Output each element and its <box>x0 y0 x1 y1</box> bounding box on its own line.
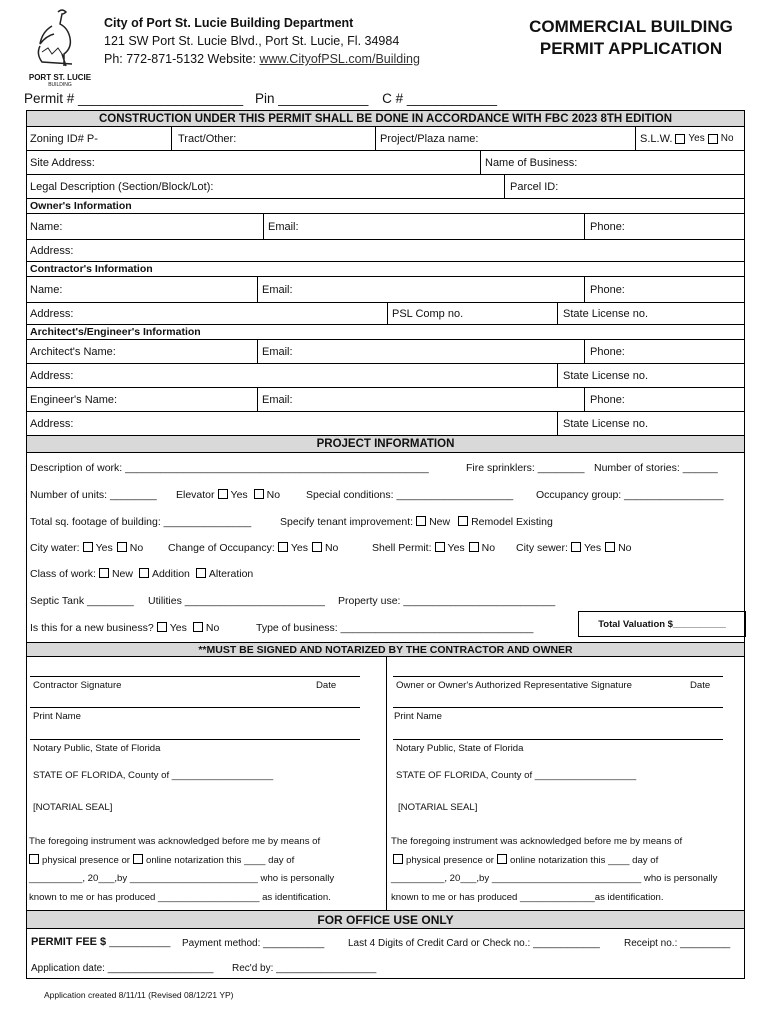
tenant-remodel-checkbox[interactable] <box>458 516 468 526</box>
contractor-date-label[interactable]: Date <box>316 680 337 691</box>
property-use-field[interactable]: Property use: __________________________ <box>338 595 556 607</box>
owner-header: Owner's Information <box>26 199 745 214</box>
fire-sprinklers-field[interactable]: Fire sprinklers: ________ <box>466 462 585 474</box>
engineer-name-row <box>26 388 745 412</box>
owner-address-row <box>26 240 745 262</box>
owner-print-name[interactable]: Print Name <box>394 711 442 722</box>
owner-presence-line: physical presence or online notarization this ____ day of <box>393 854 658 866</box>
contractor-notarial-seal: [NOTARIAL SEAL] <box>33 802 113 813</box>
change-occ-no-checkbox[interactable] <box>312 542 322 552</box>
special-conditions-field[interactable]: Special conditions: ____________________ <box>306 489 514 501</box>
contractor-name-field[interactable]: Name: <box>30 283 63 296</box>
architect-license-field[interactable]: State License no. <box>563 369 649 382</box>
city-water-field: City water: Yes No <box>30 542 144 554</box>
contractor-physical-checkbox[interactable] <box>29 854 39 864</box>
psl-comp-field[interactable]: PSL Comp no. <box>392 307 464 320</box>
architect-name-field[interactable]: Architect's Name: <box>30 345 116 358</box>
new-business-yes-checkbox[interactable] <box>157 622 167 632</box>
city-water-yes-checkbox[interactable] <box>83 542 93 552</box>
contractor-foregoing-text: The foregoing instrument was acknowledged before me by means of <box>29 836 321 847</box>
construction-bar: CONSTRUCTION UNDER THIS PERMIT SHALL BE DONE IN ACCORDANCE WITH FBC 2023 8TH EDITION <box>26 110 745 127</box>
owner-date-label[interactable]: Date <box>690 680 711 691</box>
contractor-license-field[interactable]: State License no. <box>563 307 649 320</box>
owner-signature-label[interactable]: Owner or Owner's Authorized Representative Signature <box>396 680 632 691</box>
business-name-field[interactable]: Name of Business: <box>485 156 578 169</box>
class-addition-checkbox[interactable] <box>139 568 149 578</box>
owner-county-field[interactable]: STATE OF FLORIDA, County of ___________________ <box>396 770 637 781</box>
owner-by-line[interactable]: __________, 20___,by ____________________________ who is personally <box>391 873 718 884</box>
engineer-phone-field[interactable]: Phone: <box>590 393 625 406</box>
legal-description-field[interactable]: Legal Description (Section/Block/Lot): <box>30 180 214 193</box>
contractor-header: Contractor's Information <box>26 262 745 277</box>
owner-email-field[interactable]: Email: <box>268 220 299 233</box>
city-logo <box>28 6 92 90</box>
title-line-2: PERMIT APPLICATION <box>539 39 723 58</box>
owner-foregoing-text: The foregoing instrument was acknowledged before me by means of <box>391 836 683 847</box>
engineer-address-field[interactable]: Address: <box>30 417 74 430</box>
architect-address-row <box>26 364 745 388</box>
owner-known-line[interactable]: known to me or has produced ______________as identification. <box>391 892 664 903</box>
class-new-checkbox[interactable] <box>99 568 109 578</box>
heron-logo-icon <box>28 6 92 70</box>
septic-tank-field[interactable]: Septic Tank ________ <box>30 595 134 607</box>
owner-name-row <box>26 214 745 240</box>
owner-phone-field[interactable]: Phone: <box>590 220 625 233</box>
city-sewer-no-checkbox[interactable] <box>605 542 615 552</box>
website-link[interactable]: www.CityofPSL.com/Building <box>259 52 420 66</box>
engineer-address-row <box>26 412 745 436</box>
units-field[interactable]: Number of units: ________ <box>30 489 157 501</box>
project-info-header: PROJECT INFORMATION <box>26 436 745 453</box>
contractor-presence-line: physical presence or online notarization this ____ day of <box>29 854 294 866</box>
slw-field: S.L.W. Yes No <box>640 132 734 145</box>
site-address-field[interactable]: Site Address: <box>30 156 95 169</box>
contractor-known-line[interactable]: known to me or has produced ___________________ as identification. <box>29 892 331 903</box>
project-name-field[interactable]: Project/Plaza name: <box>380 132 479 145</box>
owner-notarial-seal: [NOTARIAL SEAL] <box>398 802 478 813</box>
office-use-header: FOR OFFICE USE ONLY <box>26 911 745 929</box>
receipt-number-field[interactable]: Receipt no.: _________ <box>624 938 731 949</box>
contractor-signature-label[interactable]: Contractor Signature <box>33 680 122 691</box>
class-alteration-checkbox[interactable] <box>196 568 206 578</box>
description-field[interactable]: Description of work: ____________________________________________________ <box>30 462 429 474</box>
architect-header: Architect's/Engineer's Information <box>26 325 745 340</box>
occupancy-group-field[interactable]: Occupancy group: _________________ <box>536 489 724 501</box>
parcel-id-field[interactable]: Parcel ID: <box>510 180 559 193</box>
new-business-no-checkbox[interactable] <box>193 622 203 632</box>
c-number-field[interactable]: C # ____________ <box>382 91 497 106</box>
total-valuation-box[interactable]: Total Valuation $__________ <box>578 611 746 637</box>
site-address-row <box>26 151 745 175</box>
shell-yes-checkbox[interactable] <box>435 542 445 552</box>
shell-no-checkbox[interactable] <box>469 542 479 552</box>
legal-row <box>26 175 745 199</box>
owner-name-field[interactable]: Name: <box>30 220 63 233</box>
elevator-yes-checkbox[interactable] <box>218 489 228 499</box>
signature-header: **MUST BE SIGNED AND NOTARIZED BY THE CONTRACTOR AND OWNER <box>26 642 745 657</box>
title-line-1: COMMERCIAL BUILDING <box>529 17 733 36</box>
stories-field[interactable]: Number of stories: ______ <box>594 462 718 474</box>
phone-text: Ph: 772-871-5132 Website: <box>104 52 260 66</box>
contact-line <box>104 52 420 66</box>
class-of-work-field: Class of work: New Addition Alteration <box>30 568 254 580</box>
pin-field[interactable]: Pin ____________ <box>254 91 369 106</box>
contractor-address-field[interactable]: Address: <box>30 307 74 320</box>
department-name: City of Port St. Lucie Building Department <box>104 16 354 30</box>
owner-address-field[interactable]: Address: <box>30 244 74 257</box>
contractor-phone-field[interactable]: Phone: <box>590 283 625 296</box>
logo-text: PORT ST. LUCIE <box>28 73 92 82</box>
contractor-county-field[interactable]: STATE OF FLORIDA, County of ___________________ <box>33 770 274 781</box>
contractor-address-row <box>26 303 745 325</box>
tenant-new-checkbox[interactable] <box>416 516 426 526</box>
contractor-print-name[interactable]: Print Name <box>33 711 81 722</box>
architect-name-row <box>26 340 745 364</box>
contractor-notary-label: Notary Public, State of Florida <box>33 743 161 754</box>
city-sewer-field: City sewer: Yes No <box>516 542 632 554</box>
elevator-field: Elevator Yes No <box>176 489 281 501</box>
change-occ-yes-checkbox[interactable] <box>278 542 288 552</box>
contractor-email-field[interactable]: Email: <box>262 283 293 296</box>
change-occupancy-field: Change of Occupancy: Yes No <box>168 542 339 554</box>
architect-phone-field[interactable]: Phone: <box>590 345 625 358</box>
engineer-name-field[interactable]: Engineer's Name: <box>30 393 118 406</box>
application-date-field[interactable]: Application date: ___________________ <box>31 963 214 974</box>
elevator-no-checkbox[interactable] <box>254 489 264 499</box>
slw-yes-checkbox[interactable] <box>675 134 685 144</box>
permit-fee-field[interactable]: PERMIT FEE $ ___________ <box>31 936 171 948</box>
engineer-license-field[interactable]: State License no. <box>563 417 649 430</box>
permit-number-field[interactable]: Permit # ______________________ <box>24 91 244 106</box>
form-title <box>516 16 746 60</box>
logo-subtext: BUILDING <box>48 82 72 88</box>
city-water-no-checkbox[interactable] <box>117 542 127 552</box>
zoning-row <box>26 127 745 151</box>
permit-line <box>24 91 497 106</box>
payment-method-field[interactable]: Payment method: ___________ <box>182 938 325 949</box>
slw-no-checkbox[interactable] <box>708 134 718 144</box>
tenant-improvement-field: Specify tenant improvement: New Remodel Existing <box>280 516 553 528</box>
contractor-by-line[interactable]: __________, 20___,by ________________________ who is personally <box>29 873 335 884</box>
department-address: 121 SW Port St. Lucie Blvd., Port St. Lucie, Fl. 34984 <box>104 34 400 48</box>
received-by-field[interactable]: Rec'd by: __________________ <box>232 963 377 974</box>
footer-revision: Application created 8/11/11 (Revised 08/12/21 YP) <box>44 990 234 1000</box>
tract-field[interactable]: Tract/Other: <box>178 132 237 145</box>
owner-physical-checkbox[interactable] <box>393 854 403 864</box>
contractor-name-row <box>26 277 745 303</box>
type-of-business-field[interactable]: Type of business: _________________________________ <box>256 622 534 634</box>
signature-divider <box>386 657 387 911</box>
card-check-field[interactable]: Last 4 Digits of Credit Card or Check no.: ____________ <box>348 938 600 949</box>
architect-address-field[interactable]: Address: <box>30 369 74 382</box>
architect-email-field[interactable]: Email: <box>262 345 293 358</box>
sqft-field[interactable]: Total sq. footage of building: _______________ <box>30 516 252 528</box>
engineer-email-field[interactable]: Email: <box>262 393 293 406</box>
owner-notary-label: Notary Public, State of Florida <box>396 743 524 754</box>
contractor-online-checkbox[interactable] <box>133 854 143 864</box>
city-sewer-yes-checkbox[interactable] <box>571 542 581 552</box>
owner-online-checkbox[interactable] <box>497 854 507 864</box>
utilities-field[interactable]: Utilities ________________________ <box>148 595 325 607</box>
new-business-field: Is this for a new business? Yes No <box>30 622 220 634</box>
shell-permit-field: Shell Permit: Yes No <box>372 542 496 554</box>
zoning-id-field[interactable]: Zoning ID# P- <box>30 132 98 145</box>
